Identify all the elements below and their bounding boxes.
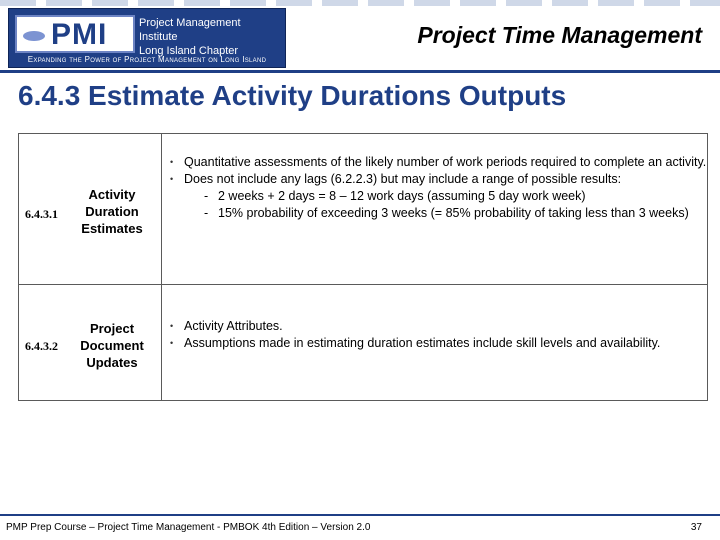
- header-divider: [0, 70, 720, 73]
- page-number: 37: [690, 522, 702, 533]
- header-title: Project Time Management: [417, 22, 702, 48]
- list-item: • Activity Attributes.: [162, 318, 707, 335]
- row-1-description: [162, 154, 707, 222]
- logo-tagline: Expanding the Power of Project Management on Long Island: [27, 55, 267, 64]
- row-2-code: 6.4.3.2: [25, 339, 58, 353]
- logo-organization-name: [139, 16, 279, 58]
- list-item: • Assumptions made in estimating duration estimates include skill levels and availability.: [162, 335, 707, 352]
- row-1-label: Activity Duration Estimates: [81, 187, 143, 236]
- list-item: • Quantitative assessments of the likely number of work periods required to complete an activity.: [162, 154, 707, 171]
- pmi-logo-mark: [15, 15, 135, 53]
- slide-title: 6.4.3 Estimate Activity Durations Outputs: [18, 80, 567, 111]
- logo-letters: PMI: [51, 18, 108, 51]
- outputs-table: [18, 133, 708, 401]
- pmi-logo: [8, 8, 286, 68]
- row-1-code: 6.4.3.1: [25, 207, 58, 221]
- row-2-label: Project Document Updates: [80, 321, 144, 370]
- list-item: • Does not include any lags (6.2.2.3) but may include a range of possible results:: [162, 171, 707, 188]
- footer-divider: [0, 514, 720, 516]
- logo-line-1: Project Management Institute: [139, 17, 241, 43]
- row-2-description: [162, 318, 707, 352]
- top-decorative-stripes: [0, 0, 720, 6]
- sub-list-item: - 2 weeks + 2 days = 8 – 12 work days (assuming 5 day work week): [162, 188, 707, 205]
- table-row-divider: [19, 284, 707, 285]
- logo-swoosh-icon: [23, 31, 45, 41]
- footer-text: PMP Prep Course – Project Time Management - PMBOK 4th Edition – Version 2.0: [6, 522, 371, 533]
- sub-list-item: - 15% probability of exceeding 3 weeks (= 85% probability of taking less than 3 weeks): [162, 205, 707, 222]
- logo-line-2: Long Island Chapter: [139, 45, 239, 57]
